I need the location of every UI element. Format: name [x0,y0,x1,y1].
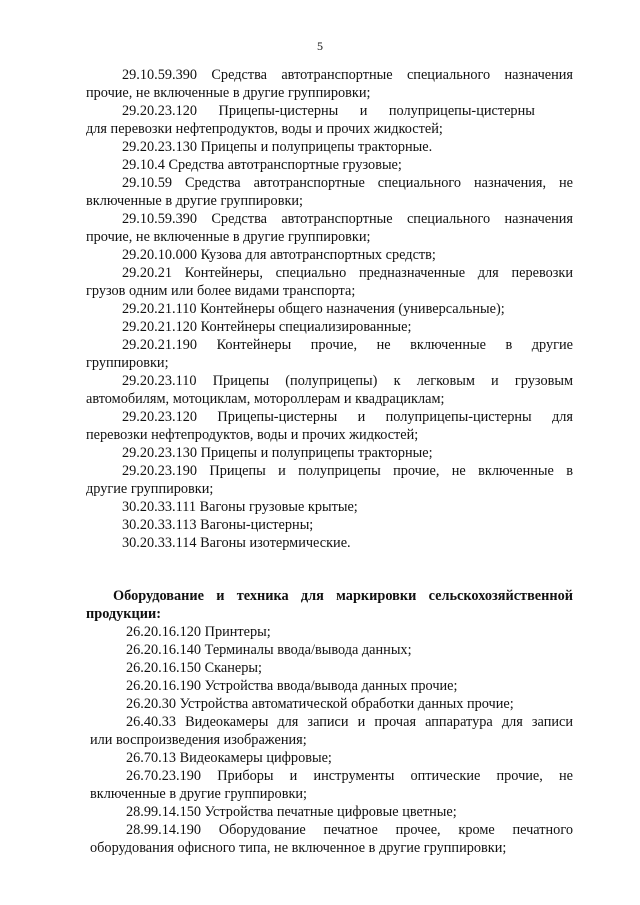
list-item-line: 29.20.23.120 Прицепы-цистерны и полуприцепы-цистерны [122,103,535,119]
page-number: 5 [317,39,323,53]
list-item-line: 29.20.23.130 Прицепы и полуприцепы тракторные; [122,445,433,461]
list-item-line: перевозки нефтепродуктов, воды и прочих жидкостей; [86,427,419,443]
list-item-line: 30.20.33.114 Вагоны изотермические. [122,535,351,551]
list-item-line: 26.20.16.120 Принтеры; [126,624,271,640]
list-item-line: 30.20.33.113 Вагоны-цистерны; [122,517,314,533]
list-item-line: прочие, не включенные в другие группировки; [86,85,371,101]
section-heading: Оборудование и техника для маркировки сельскохозяйственной [113,588,573,604]
list-item-line: 29.20.21.190 Контейнеры прочие, не включенные в другие [122,337,573,353]
list-item-line: 29.20.21.120 Контейнеры специализированные; [122,319,412,335]
list-item-line: 29.20.23.190 Прицепы и полуприцепы прочие, не включенные в [122,463,573,479]
list-item-line: 29.20.10.000 Кузова для автотранспортных средств; [122,247,436,263]
list-item-line: грузов одним или более видами транспорта; [86,283,356,299]
list-item-line: 29.10.59.390 Средства автотранспортные специального назначения [122,211,573,227]
list-item-line: 29.20.23.120 Прицепы-цистерны и полуприцепы-цистерны для [122,409,573,425]
list-item-line: 28.99.14.150 Устройства печатные цифровые цветные; [126,804,457,820]
list-item-line: оборудования офисного типа, не включенное в другие группировки; [90,840,507,856]
list-item-line: включенные в другие группировки; [90,786,308,802]
list-item-line: 29.10.59.390 Средства автотранспортные специального назначения [122,67,573,83]
list-item-line: 28.99.14.190 Оборудование печатное прочее, кроме печатного [126,822,573,838]
section-heading-continued: продукции: [86,606,162,622]
list-item-line: 30.20.33.111 Вагоны грузовые крытые; [122,499,358,515]
list-item-line: 29.10.4 Средства автотранспортные грузовые; [122,157,402,173]
list-item-line: автомобилям, мотоциклам, мотороллерам и квадрациклам; [86,391,445,407]
list-item-line: или воспроизведения изображения; [90,732,307,748]
list-item-line: 29.10.59 Средства автотранспортные специального назначения, не [122,175,573,191]
list-item-line: 26.20.16.150 Сканеры; [126,660,262,676]
list-item-line: для перевозки нефтепродуктов, воды и прочих жидкостей; [86,121,443,137]
list-item-line: 26.70.23.190 Приборы и инструменты оптические прочие, не [126,768,573,784]
list-item-line: 26.20.30 Устройства автоматической обработки данных прочие; [126,696,514,712]
list-item-line: 26.20.16.190 Устройства ввода/вывода данных прочие; [126,678,458,694]
list-item-line: 29.20.21.110 Контейнеры общего назначения (универсальные); [122,301,505,317]
list-item-line: другие группировки; [86,481,214,497]
list-item-line: 26.70.13 Видеокамеры цифровые; [126,750,332,766]
list-item-line: 26.20.16.140 Терминалы ввода/вывода данных; [126,642,412,658]
list-item-line: 29.20.23.130 Прицепы и полуприцепы тракторные. [122,139,433,155]
list-item-line: 29.20.21 Контейнеры, специально предназначенные для перевозки [122,265,573,281]
list-item-line: группировки; [86,355,169,371]
list-item-line: прочие, не включенные в другие группировки; [86,229,371,245]
list-item-line: 29.20.23.110 Прицепы (полуприцепы) к легковым и грузовым [122,373,573,389]
list-item-line: включенные в другие группировки; [86,193,304,209]
list-item-line: 26.40.33 Видеокамеры для записи и прочая аппаратура для записи [126,714,573,730]
